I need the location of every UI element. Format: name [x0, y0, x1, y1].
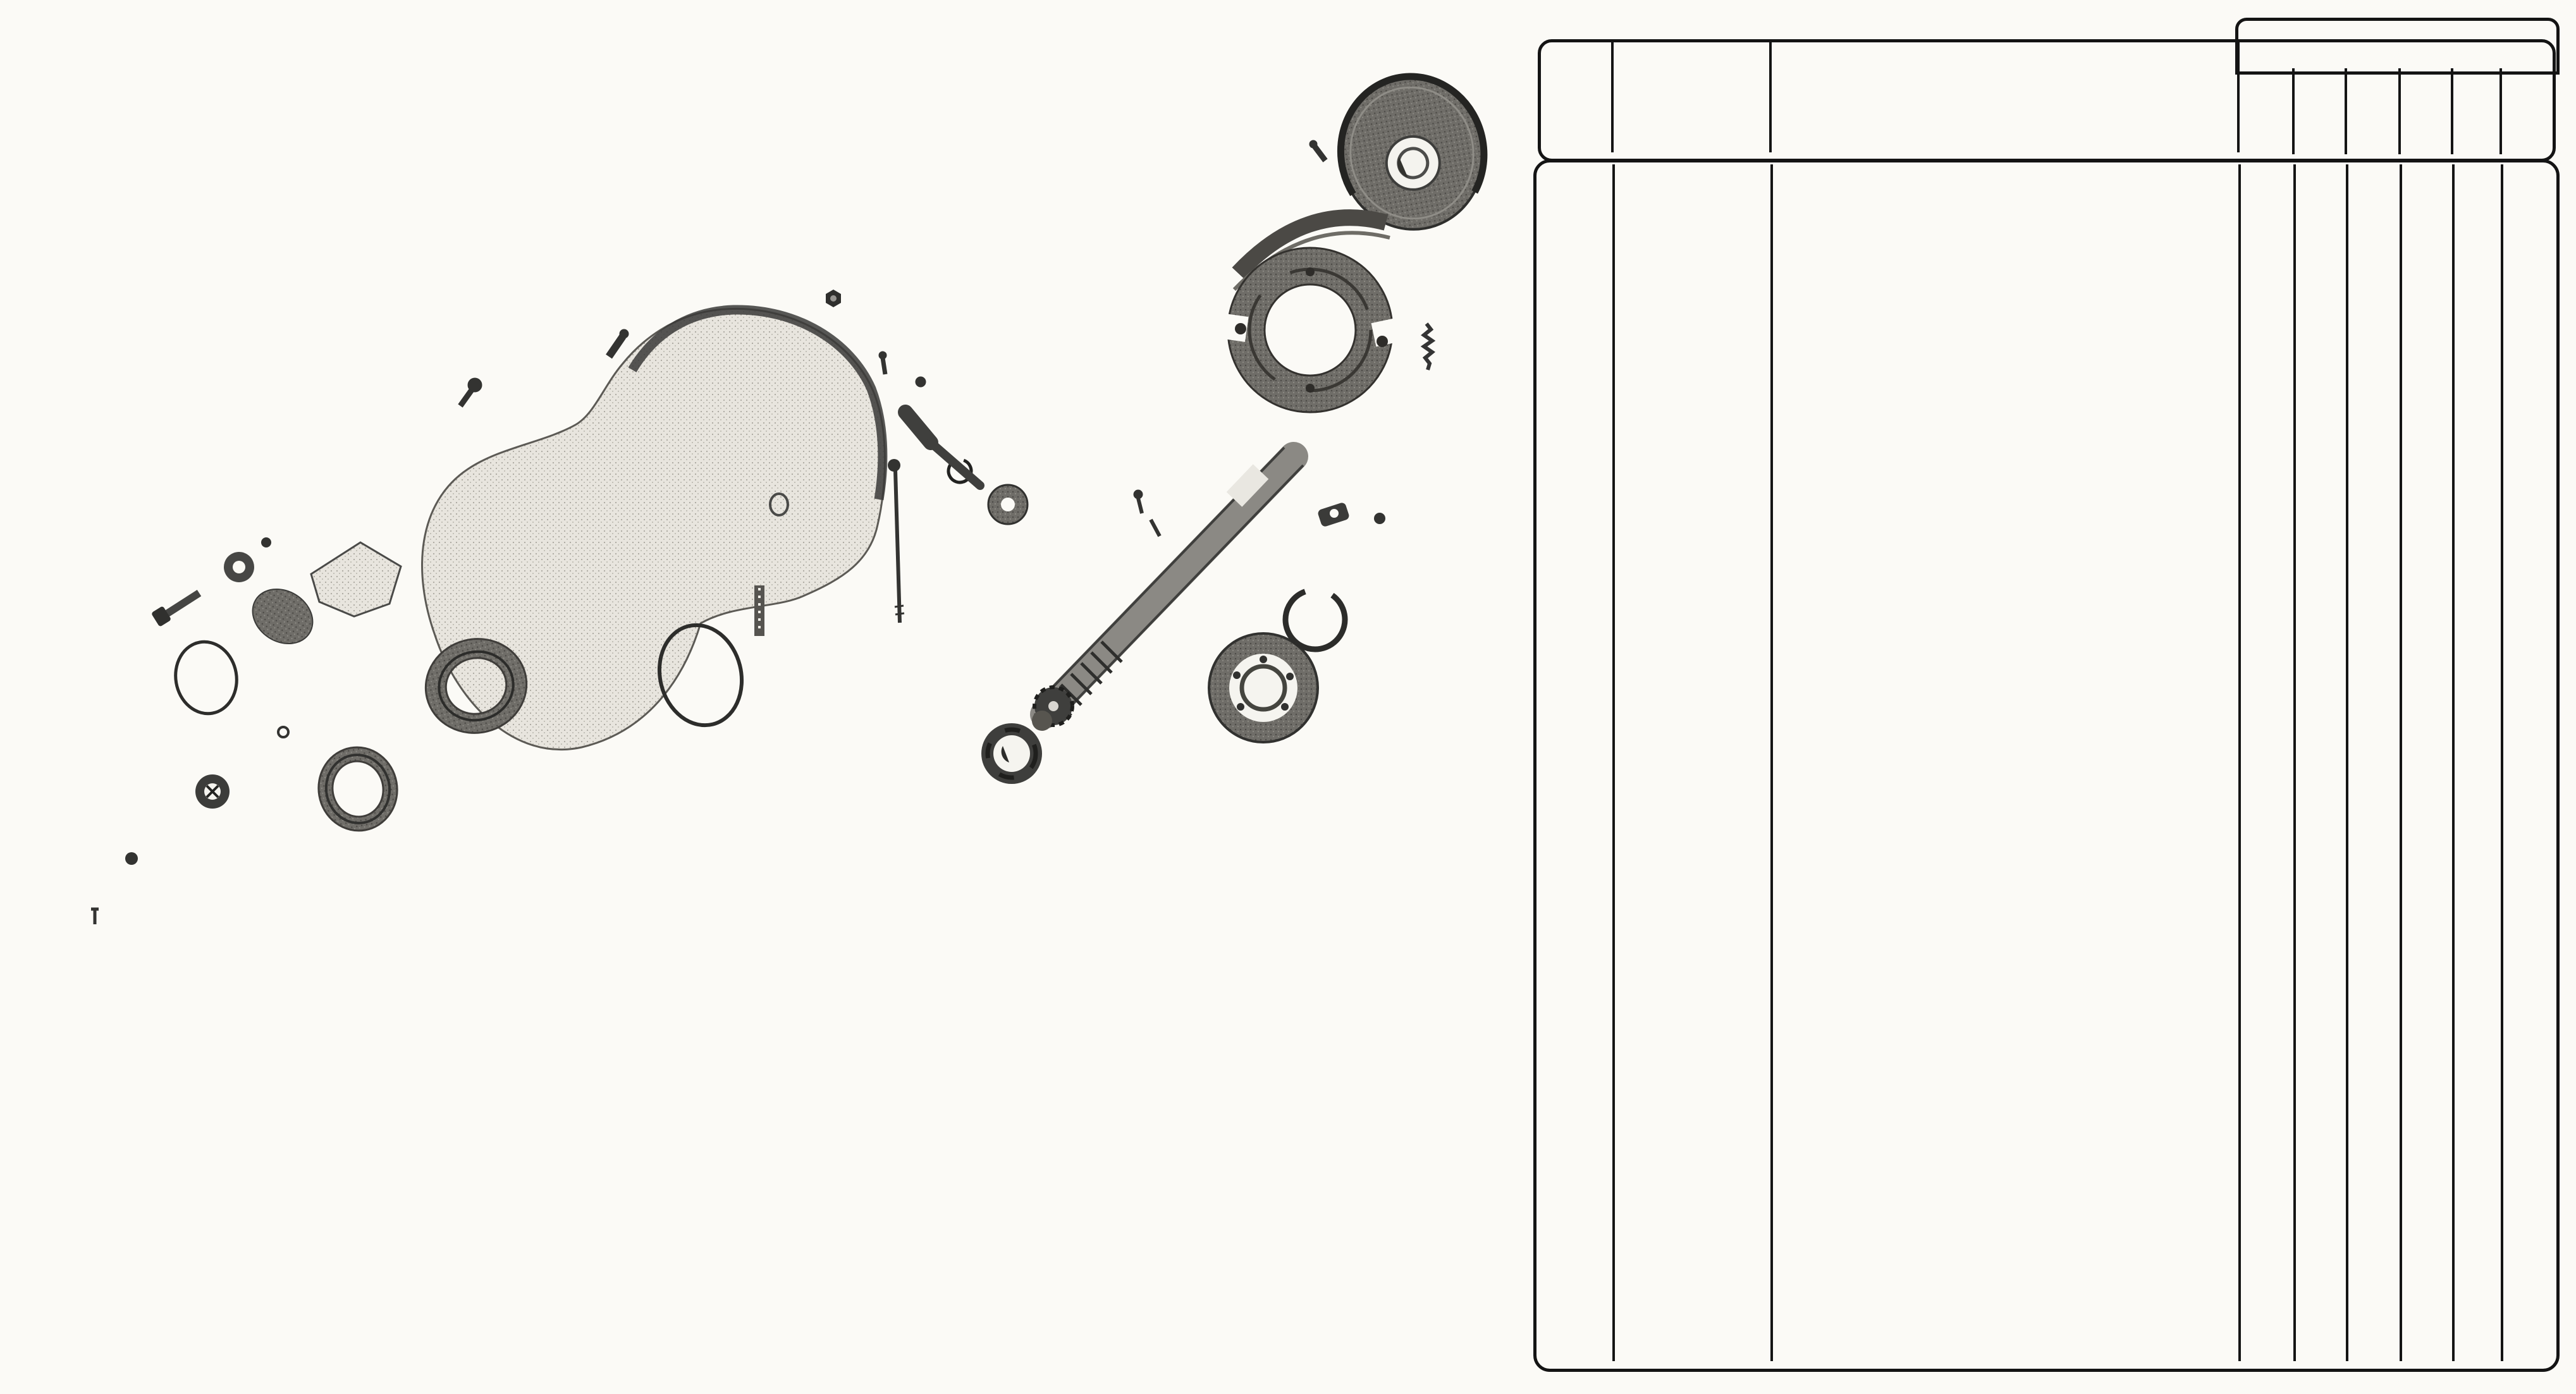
table-header-box [1538, 39, 2556, 162]
divider [2292, 68, 2295, 154]
cone-27 [242, 578, 322, 655]
table-rows [1533, 159, 2553, 1366]
long-bolt-17 [888, 459, 904, 623]
bolt-35 [151, 593, 199, 627]
divider [1769, 42, 1772, 152]
brake-lever [905, 412, 1027, 524]
wedge-37 [311, 542, 401, 616]
ring-15 [170, 637, 242, 719]
axle-guide [1317, 502, 1385, 528]
bearing-3 [1209, 633, 1318, 742]
donut-36 [224, 552, 254, 582]
divider [2499, 68, 2502, 154]
divider [2398, 68, 2401, 154]
washer-24 [278, 727, 288, 737]
axle-housing [422, 309, 885, 749]
divider [2237, 42, 2240, 152]
bearing-26 [195, 774, 230, 809]
divider [2451, 68, 2453, 154]
guide-nut [1374, 513, 1385, 524]
bearing-1 [981, 723, 1042, 784]
seal-14 [312, 741, 403, 837]
pin-21 [91, 909, 99, 924]
nut-36b [261, 537, 271, 547]
nut-22 [125, 852, 138, 865]
spring-12 [1424, 324, 1432, 370]
divider [1611, 42, 1614, 152]
divider [2345, 68, 2347, 154]
